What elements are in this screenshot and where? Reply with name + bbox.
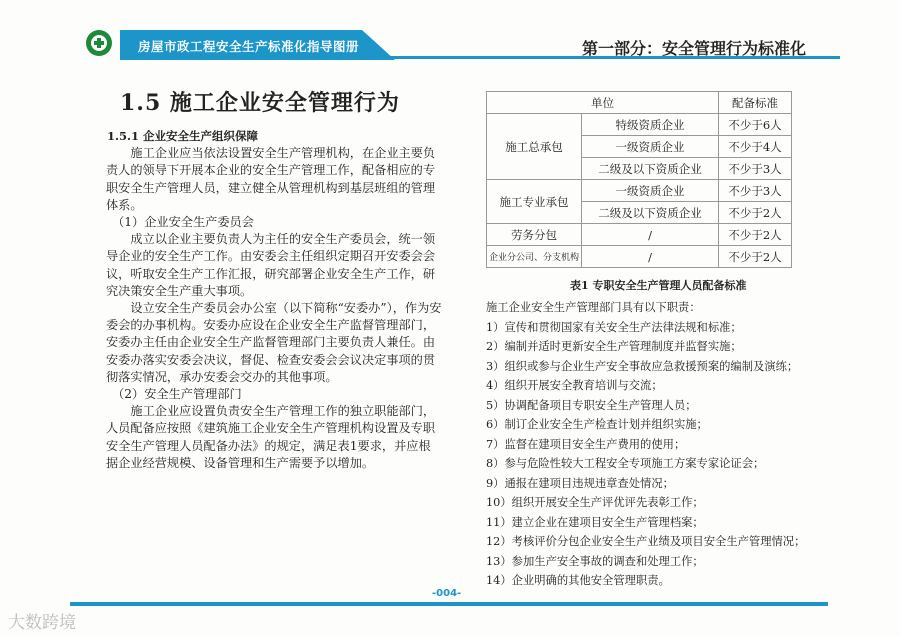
list-item: 7）监督在建项目安全生产费用的使用；	[486, 437, 686, 451]
book-title: 房屋市政工程安全生产标准化指导图册	[138, 39, 360, 54]
duties-intro: 施工企业安全生产管理部门具有以下职责：	[486, 301, 701, 314]
paragraph: 设立安全生产委员会办公室（以下简称“安委办”），作为安委会的办事机构。安委办应设在企业安全生产监督管理部门，安委办主任由企业安全生产监督管理部门主要负责人兼任。由安委办落实安委会决议，督促、检查安委会会议决定事项的贯彻落实情况，承办安委会交办的其他事项。	[106, 301, 442, 384]
safety-cross-logo-icon	[86, 30, 112, 56]
watermark: 大数跨境	[8, 613, 76, 633]
cell: 一级资质企业	[582, 136, 719, 158]
cell: 二级及以下资质企业	[582, 158, 719, 180]
staffing-table	[486, 91, 792, 268]
cell: 不少于3人	[719, 158, 792, 180]
footer-rule	[70, 602, 828, 606]
group-cell: 施工专业承包	[487, 180, 582, 224]
table-row	[487, 114, 792, 136]
list-item: 8）参与危险性较大工程安全专项施工方案专家论证会；	[486, 457, 765, 470]
cell: 一级资质企业	[582, 180, 719, 202]
paragraph: 成立以企业主要负责人为主任的安全生产委员会，统一领导企业的安全生产工作。由安委会主任组织定期召开安委会会议，听取安全生产工作汇报，研究部署企业安全生产工作，研究决策安全生产重大事项。	[106, 232, 436, 298]
list-item: 1）宣传和贯彻国家有关安全生产法律法规和标准；	[486, 320, 742, 334]
paragraph: 施工企业应设置负责安全生产管理工作的独立职能部门，人员配备应按照《建筑施工企业安全生产管理机构设置及专职安全生产管理人员配备办法》的规定，满足表1要求，并应根据企业经营规模、设备管理和生产需要予以增加。	[106, 404, 436, 470]
table-row	[487, 224, 792, 246]
table-row	[487, 246, 792, 268]
list-item: 12）考核评价分包企业安全生产业绩及项目安全生产管理情况；	[486, 535, 806, 548]
list-item: 5）协调配备项目专职安全生产管理人员；	[486, 398, 697, 412]
cell: /	[582, 246, 719, 268]
subheading: （1）企业安全生产委员会	[112, 215, 254, 230]
cell: 二级及以下资质企业	[582, 202, 719, 224]
cell: 特级资质企业	[582, 114, 719, 136]
list-item: 2）编制并适时更新安全生产管理制度并监督实施；	[486, 340, 742, 353]
table-row	[487, 180, 792, 202]
list-item: 6）制订企业安全生产检查计划并组织实施；	[486, 418, 708, 431]
list-item: 3）组织或参与企业生产安全事故应急救援预案的编制及演练；	[486, 359, 799, 373]
left-column-text	[106, 128, 442, 472]
table-header-row	[487, 92, 792, 114]
list-item: 11）建立企业在建项目安全生产管理档案；	[486, 515, 704, 529]
list-item: 9）通报在建项目违规违章查处情况；	[486, 476, 674, 490]
list-item: 13）参加生产安全事故的调查和处理工作；	[486, 554, 704, 568]
subsection-heading: 1.5.1 企业安全生产组织保障	[107, 129, 259, 143]
cell: 不少于2人	[719, 246, 792, 268]
page-number: -004-	[432, 588, 462, 599]
table-caption: 表1 专职安全生产管理人员配备标准	[570, 279, 747, 292]
section-title: 1.5 施工企业安全管理行为	[120, 90, 400, 116]
cell: 不少于4人	[719, 136, 792, 158]
cell: 不少于6人	[719, 114, 792, 136]
header-unit: 单位	[487, 92, 719, 114]
group-cell: 企业分公司、分支机构	[487, 246, 582, 268]
duties-list	[468, 298, 820, 591]
list-item: 14）企业明确的其他安全管理职责。	[486, 574, 670, 587]
cell: 不少于2人	[719, 224, 792, 246]
paragraph: 施工企业应当依法设置安全生产管理机构，在企业主要负责人的领导下开展本企业的安全生产管理工作，配备相应的专职安全生产管理人员，建立健全从管理机构到基层班组的管理体系。	[106, 146, 436, 212]
group-cell: 施工总承包	[487, 114, 582, 180]
group-cell: 劳务分包	[487, 224, 582, 246]
cell: 不少于2人	[719, 202, 792, 224]
subheading: （2）安全生产管理部门	[112, 387, 242, 402]
part-title: 第一部分：安全管理行为标准化	[582, 39, 807, 58]
cell: /	[582, 224, 719, 246]
cell: 不少于3人	[719, 180, 792, 202]
list-item: 4）组织开展安全教育培训与交流；	[486, 379, 663, 392]
header-standard: 配备标准	[719, 92, 792, 114]
list-item: 10）组织开展安全生产评优评先表彰工作；	[486, 496, 704, 509]
